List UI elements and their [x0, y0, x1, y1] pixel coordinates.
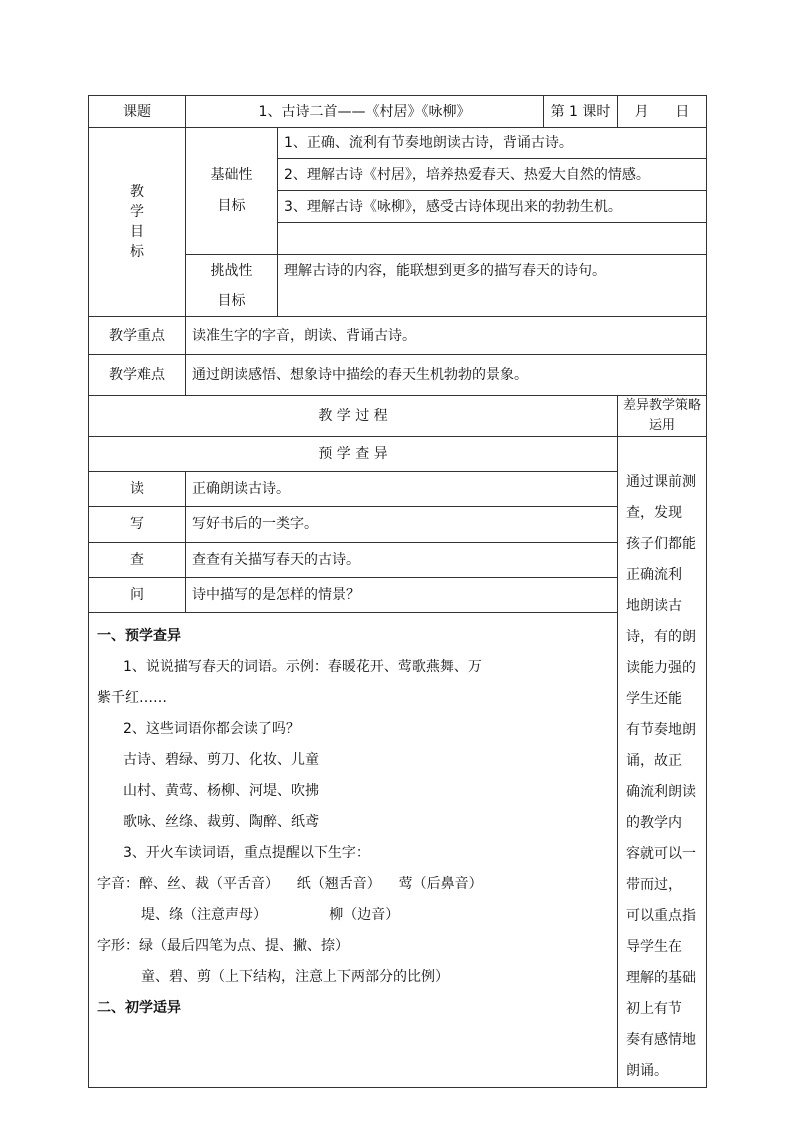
teaching-goals-label	[89, 128, 186, 317]
word-group: 歌咏、丝绦、裁剪、陶醉、纸鸢	[123, 813, 319, 830]
content-line: 1、说说描写春天的词语。示例：春暖花开、莺歌燕舞、万	[123, 658, 482, 675]
preview-row-write	[89, 507, 707, 542]
strategy-line: 奏有感情地朗诵。	[626, 1032, 697, 1079]
content-line: 3、开火车读词语，重点提醒以下生字：	[123, 844, 370, 861]
preview-row-read	[89, 472, 707, 507]
basic-goal-label	[186, 128, 278, 255]
goals-char: 标	[130, 244, 144, 260]
lesson-period: 第 1 课时	[544, 96, 618, 128]
preview-key: 查	[89, 542, 186, 577]
preview-heading-row	[89, 437, 707, 472]
basic-goal-empty	[278, 223, 707, 255]
challenge-goal-label-line: 挑战性	[210, 262, 253, 279]
goals-char: 学	[130, 204, 144, 220]
strategy-line: 地朗读古诗，有的朗	[626, 598, 697, 645]
strategy-line: 确流利朗读的教学内	[626, 784, 697, 831]
preview-value: 写好书后的一类字。	[186, 507, 618, 542]
preview-row-ask	[89, 577, 707, 612]
challenge-goal-label-line: 目标	[217, 292, 246, 309]
basic-goal-item: 2、理解古诗《村居》，培养热爱春天、热爱大自然的情感。	[278, 159, 707, 191]
date-cell	[618, 96, 707, 128]
process-content-row	[89, 612, 707, 1087]
month-label: 月	[634, 103, 649, 120]
basic-goal-label-line: 目标	[217, 198, 246, 214]
preview-value: 查查有关描写春天的古诗。	[186, 542, 618, 577]
challenge-goal-label	[186, 255, 278, 317]
section-title: 二、初学适异	[97, 999, 181, 1016]
preview-key: 写	[89, 507, 186, 542]
content-line: 2、这些词语你都会读了吗？	[123, 720, 300, 737]
pronunciation-line: 堤、绦（注意声母） 柳（边音）	[141, 906, 400, 923]
key-point-label: 教学重点	[89, 317, 186, 355]
preview-value: 诗中描写的是怎样的情景？	[186, 577, 618, 612]
lesson-plan-table	[88, 95, 707, 1088]
glyph-shape-line: 字形：绿（最后四笔为点、提、撇、捺）	[97, 937, 349, 954]
goals-char: 目	[130, 224, 144, 240]
difficulty-row	[89, 355, 707, 396]
strategy-line: 通过课前测查，发现	[626, 474, 697, 521]
content-line: 紫千红……	[97, 689, 167, 706]
topic-label: 课题	[89, 96, 186, 128]
strategy-line: 理解的基础初上有节	[626, 970, 697, 1017]
day-label: 日	[675, 103, 690, 120]
pronunciation-line: 字音：醉、丝、裁（平舌音） 纸（翘舌音） 莺（后鼻音）	[97, 875, 483, 892]
difficulty-label: 教学难点	[89, 355, 186, 396]
strategy-heading: 差异教学策略运用	[618, 396, 707, 437]
lesson-title: 1、古诗二首——《村居》《咏柳》	[186, 96, 544, 128]
section-title: 一、预学查异	[97, 627, 181, 644]
process-content	[89, 612, 618, 1087]
challenge-goal-text: 理解古诗的内容，能联想到更多的描写春天的诗句。	[278, 255, 707, 317]
preview-value: 正确朗读古诗。	[186, 472, 618, 507]
basic-goal-item: 3、理解古诗《咏柳》，感受古诗体现出来的勃勃生机。	[278, 191, 707, 223]
difficulty-text: 通过朗读感悟、想象诗中描绘的春天生机勃勃的景象。	[186, 355, 707, 396]
preview-heading: 预 学 查 异	[89, 437, 618, 472]
preview-key: 读	[89, 472, 186, 507]
basic-goal-row-1	[89, 128, 707, 159]
key-point-text: 读准生字的字音，朗读、背诵古诗。	[186, 317, 707, 355]
key-point-row	[89, 317, 707, 355]
strategy-line: 孩子们都能正确流利	[626, 536, 697, 583]
preview-row-check	[89, 542, 707, 577]
word-group: 古诗、碧绿、剪刀、化妆、儿童	[123, 751, 319, 768]
basic-goal-label-line: 基础性	[210, 167, 253, 183]
glyph-shape-line: 童、碧、剪（上下结构，注意上下两部分的比例）	[141, 968, 449, 985]
basic-goal-item: 1、正确、流利有节奏地朗读古诗，背诵古诗。	[278, 128, 707, 159]
process-header-row	[89, 396, 707, 437]
strategy-line: 有节奏地朗诵，故正	[626, 722, 697, 769]
goals-char: 教	[130, 184, 144, 200]
strategy-line: 容就可以一带而过，	[626, 846, 697, 893]
header-row	[89, 96, 707, 128]
strategy-text	[618, 437, 707, 1088]
preview-key: 问	[89, 577, 186, 612]
word-group: 山村、黄莺、杨柳、河堤、吹拂	[123, 782, 319, 799]
process-heading: 教 学 过 程	[89, 396, 618, 437]
strategy-line: 读能力强的学生还能	[626, 660, 697, 707]
strategy-line: 可以重点指导学生在	[626, 908, 697, 955]
